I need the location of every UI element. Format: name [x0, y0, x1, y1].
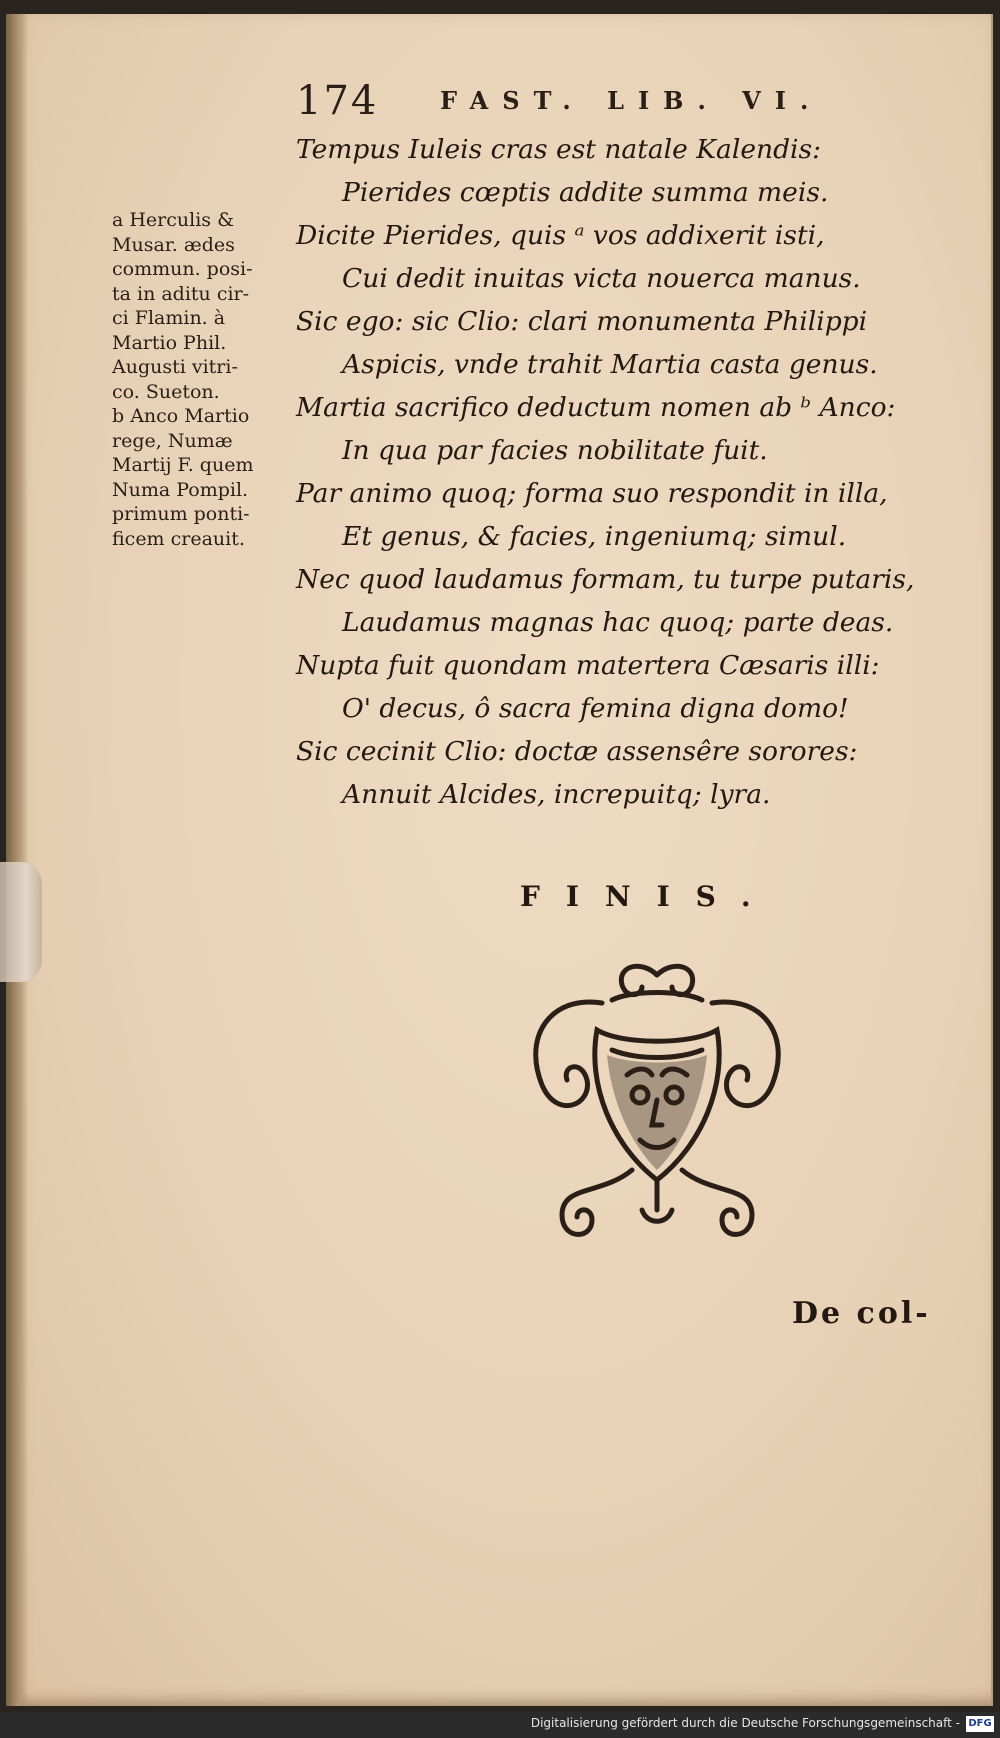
verse-line: Dicite Pierides, quis ᵃ vos addixerit isti, [296, 220, 825, 251]
verse-line: Nupta fuit quondam matertera Cæsaris illi: [296, 650, 880, 681]
marginal-note-line: a Herculis & [112, 209, 234, 231]
verse-line: Tempus Iuleis cras est natale Kalendis: [296, 134, 822, 165]
finis-heading: FINIS. [520, 880, 777, 913]
marginal-note-line: co. Sueton. [112, 380, 220, 403]
verse-line: Aspicis, vnde trahit Martia casta genus. [342, 349, 878, 380]
verse-block [296, 128, 956, 816]
page-number: 174 [296, 78, 379, 124]
page-clip [0, 862, 42, 982]
marginal-notes [112, 208, 297, 551]
verse-line: Et genus, & facies, ingeniumq; simul. [342, 521, 847, 552]
verse-line: Laudamus magnas hac quoq; parte deas. [342, 607, 894, 638]
verse-line: Martia sacrifico deductum nomen ab ᵇ Anco: [296, 392, 896, 423]
binding-gutter [6, 14, 28, 1706]
marginal-note-line: rege, Numæ [112, 429, 233, 452]
marginal-note-line: primum ponti- [112, 503, 250, 525]
dfg-logo-icon: DFG [966, 1716, 994, 1732]
marginal-note-line: commun. posi- [112, 258, 253, 280]
marginal-note-line: ci Flamin. à [112, 307, 226, 329]
marginal-note-line: b Anco Martio [112, 405, 250, 427]
verse-line: Annuit Alcides, increpuitq; lyra. [342, 779, 771, 810]
running-head [296, 78, 886, 128]
catchword: De col- [792, 1296, 931, 1331]
verse-line: Nec quod laudamus formam, tu turpe putaris, [296, 564, 915, 595]
verse-line: Par animo quoq; forma suo respondit in illa, [296, 478, 888, 509]
running-title: FAST. LIB. VI. [440, 86, 823, 115]
digitization-footer [0, 1712, 1000, 1738]
marginal-note-line: Martij F. quem [112, 454, 254, 476]
grotesque-mask-ornament-icon [492, 955, 822, 1255]
funding-notice: Digitalisierung gefördert durch die Deutsche Forschungsgemeinschaft - [530, 1716, 960, 1730]
marginal-note-line: ficem creauit. [112, 527, 245, 550]
verse-line: Pierides cœptis addite summa meis. [342, 177, 829, 208]
verse-line: In qua par facies nobilitate fuit. [342, 435, 768, 466]
marginal-note-line: ta in aditu cir- [112, 282, 250, 305]
verse-line: Sic cecinit Clio: doctæ assensêre sorores: [296, 736, 858, 767]
marginal-note-line: Musar. ædes [112, 233, 235, 256]
verse-line: O' decus, ô sacra femina digna domo! [342, 693, 849, 724]
marginal-note-line: Numa Pompil. [112, 478, 249, 501]
verse-line: Sic ego: sic Clio: clari monumenta Philippi [296, 306, 868, 337]
marginal-note-line: Martio Phil. [112, 331, 227, 354]
marginal-note-line: Augusti vitri- [112, 356, 238, 378]
verse-line: Cui dedit inuitas victa nouerca manus. [342, 263, 861, 294]
